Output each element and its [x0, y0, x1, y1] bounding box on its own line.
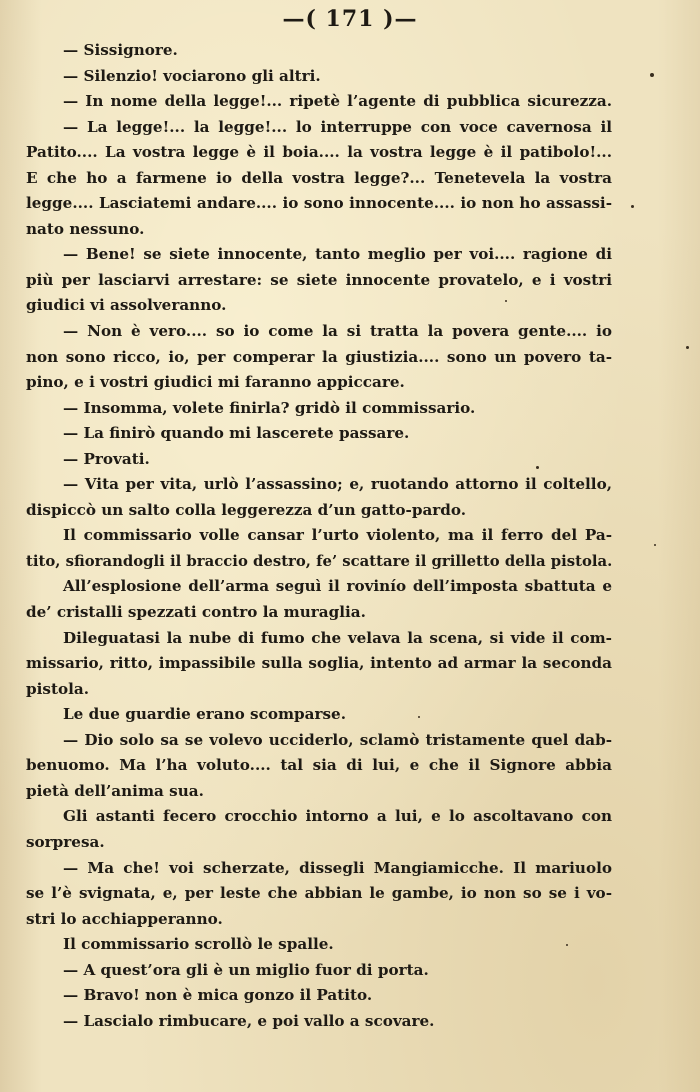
paper-speck: [566, 944, 568, 946]
text-line: All’esplosione dell’arma seguì il rovinío dell’imposta sbattuta e: [63, 577, 612, 596]
paper-speck: [631, 205, 634, 208]
text-line: Patito.... La vostra legge è il boia.... la vostra legge è il patibolo!...: [26, 143, 612, 162]
text-line: — Dio solo sa se volevo ucciderlo, sclamò tristamente quel dab-: [63, 730, 612, 749]
text-line: — Bravo! non è mica gonzo il Patito.: [63, 986, 373, 1005]
text-line: — Ma che! voi scherzate, dissegli Mangiamicche. Il mariuolo: [63, 858, 612, 877]
text-line: non sono ricco, io, per comperar la giustizia.... sono un povero ta-: [26, 347, 612, 366]
text-line: pino, e i vostri giudici mi faranno appiccare.: [26, 373, 405, 392]
text-line: — In nome della legge!... ripetè l’agente di pubblica sicurezza.: [63, 92, 612, 111]
text-line: più per lasciarvi arrestare: se siete innocente provatelo, e i vostri: [26, 270, 612, 289]
text-line: pietà dell’anima sua.: [26, 781, 204, 800]
text-line: — La finirò quando mi lascerete passare.: [63, 424, 410, 443]
text-line: — Vita per vita, urlò l’assassino; e, ruotando attorno il coltello,: [63, 475, 612, 494]
paper-speck: [686, 346, 689, 349]
paper-speck: [536, 466, 539, 469]
text-line: de’ cristalli spezzati contro la muraglia.: [26, 603, 366, 622]
text-line: nato nessuno.: [26, 219, 145, 238]
text-line: — Insomma, volete finirla? gridò il commissario.: [63, 398, 476, 417]
text-line: — Bene! se siete innocente, tanto meglio per voi.... ragione di: [63, 245, 612, 264]
text-line: stri lo acchiapperanno.: [26, 909, 223, 928]
text-line: giudici vi assolveranno.: [26, 296, 227, 315]
text-line: — Silenzio! vociarono gli altri.: [63, 66, 321, 85]
text-line: — Provati.: [63, 449, 150, 468]
text-line: pistola.: [26, 679, 89, 698]
text-line: dispiccò un salto colla leggerezza d’un gatto-pardo.: [26, 500, 467, 519]
text-line: sorpresa.: [26, 832, 105, 851]
text-line: — A quest’ora gli è un miglio fuor di porta.: [63, 960, 429, 979]
text-line: missario, ritto, impassibile sulla soglia, intento ad armar la seconda: [26, 654, 612, 673]
text-line: — La legge!... la legge!... lo interruppe con voce cavernosa il: [63, 117, 612, 136]
text-line: Dileguatasi la nube di fumo che velava la scena, si vide il com-: [63, 628, 612, 647]
paper-speck: [650, 73, 654, 77]
text-line: legge.... Lasciatemi andare.... io sono innocente.... io non ho assassi-: [26, 194, 612, 213]
text-line: — Non è vero.... so io come la si tratta la povera gente.... io: [63, 322, 612, 341]
paper-speck: [505, 300, 507, 302]
text-line: tito, sfiorandogli il braccio destro, fe’ scattare il grilletto della pistola.: [26, 551, 613, 570]
text-line: benuomo. Ma l’ha voluto.... tal sia di lui, e che il Signore abbia: [26, 756, 612, 775]
text-line: se l’è svignata, e, per leste che abbian le gambe, io non so se i vo-: [26, 884, 612, 903]
text-line: — Sissignore.: [63, 41, 178, 59]
text-line: — Lascialo rimbucare, e poi vallo a scovare.: [63, 1011, 435, 1030]
paper-speck: [418, 716, 420, 718]
paper-speck: [654, 544, 656, 546]
text-line: Il commissario volle cansar l’urto violento, ma il ferro del Pa-: [63, 526, 612, 545]
page-text-body: [26, 38, 612, 1034]
text-line: Gli astanti fecero crocchio intorno a lui, e lo ascoltavano con: [63, 807, 612, 826]
text-line: Il commissario scrollò le spalle.: [63, 935, 334, 954]
page-number-header: —( 171 )—: [282, 6, 418, 32]
text-line: Le due guardie erano scomparse.: [63, 705, 347, 724]
text-line: E che ho a farmene io della vostra legge?... Tenetevela la vostra: [26, 168, 612, 187]
